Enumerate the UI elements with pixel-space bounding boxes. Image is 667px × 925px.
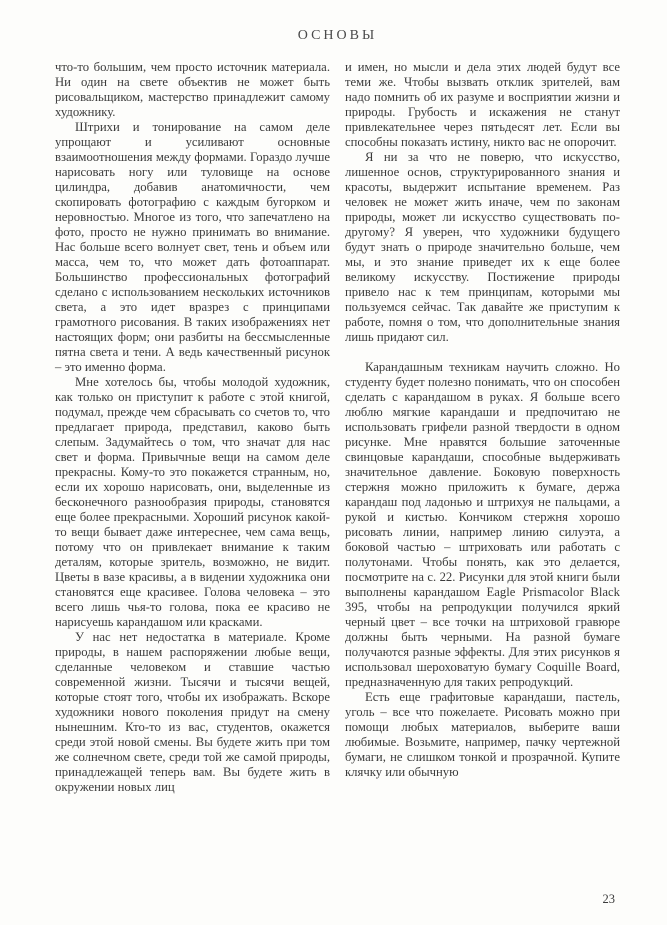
running-head: ОСНОВЫ <box>297 28 378 43</box>
paragraph: Есть еще графитовые карандаши, пастель, уголь – все что пожелаете. Рисовать можно при помощи любых материалов, выберите ваши любимые. Возьмите, например, пачку чертежной бумаги, не слишком тонкой и прозрачной. Купите клячку или обычную <box>345 690 620 779</box>
paragraph: У нас нет недостатка в материале. Кроме природы, в нашем распоряжении любые вещи, сделанные человеком и ставшие частью современной жизни. Тысячи и тысячи вещей, которые стоят того, чтобы их изображать. Вскоре художники нового поколения придут на смену нынешним. Кто-то из вас, студентов, окажется среди этой новой смены. Вы будете жить при том же солнечном свете, среди той же самой природы, принадлежащей теперь вам. Вы будете жить в окружении новых лиц <box>55 630 330 794</box>
paragraph: Я ни за что не поверю, что искусство, лишенное основ, структурированного знания и красоты, выдержит испытание временем. Раз человек не может жить иначе, чем по законам природы, может ли искусство существовать по-другому? Я уверен, что художники будущего будут знать о природе значительно больше, чем мы, и это знание приведет их к еще более великому искусству. Постижение природы привело нас к тем принципам, которыми мы пользуемся сейчас. Так давайте же приступим к работе, помня о том, что дополнительные знания лишь придают сил. <box>345 150 620 344</box>
paragraph: Мне хотелось бы, чтобы молодой художник, как только он приступит к работе с этой книгой, подумал, прежде чем сбрасывать со счетов то, что предлагает природа, представил, каково быть слепым. Задумайтесь о том, что значат для нас свет и форма. Привычные вещи на самом деле прекрасны. Кому-то это покажется странным, но, если их хорошо нарисовать, они, выделенные из бесконечного разнообразия природы, становятся еще более прекрасными. Хороший рисунок какой-то вещи бывает даже интереснее, чем сама вещь, потому что он привлекает внимание к таким деталям, которые зритель, возможно, не видит. Цветы в вазе красивы, а в видении художника они становятся еще красивее. Голова человека – это всего лишь чья-то голова, пока ее красиво не нарисуешь карандашом или красками. <box>55 375 330 629</box>
left-column <box>55 60 330 795</box>
page-number: 23 <box>602 892 615 906</box>
right-column <box>345 60 620 795</box>
text-columns <box>55 60 620 795</box>
paragraph: и имен, но мысли и дела этих людей будут все теми же. Чтобы вызвать отклик зрителей, вам надо помнить об их разуме и восприятии жизни и природы. Грубость и искажения не станут привлекательнее через пятьдесят лет. Если вы способны показать истину, никто вас не опорочит. <box>345 60 620 149</box>
paragraph: Карандашным техникам научить сложно. Но студенту будет полезно понимать, что он способен сделать с карандашом в руках. Я больше всего люблю мягкие карандаши и предпочитаю не использовать грифели разной твердости в одном рисунке. Мне нравятся большие заточенные свинцовые карандаши, способные выдерживать значительное давление. Боковую поверхность стержня можно приложить к бумаге, держа карандаш под ладонью и штрихуя не пальцами, а рукой и кистью. Кончиком стержня хорошо рисовать линии, например линию силуэта, а боковой частью – штриховать или работать с полутонами. Чтобы понять, как это делается, посмотрите на с. 22. Рисунки для этой книги были выполнены карандашом Eagle Prismacolor Black 395, чтобы на репродукции получился яркий черный цвет – все точки на штриховой гравюре должны быть черными. На разной бумаге получаются разные эффекты. Для этих рисунков я использовал шероховатую бумагу Coquille Board, предназначенную для таких репродукций. <box>345 360 620 689</box>
paragraph: что-то большим, чем просто источник материала. Ни один на свете объектив не может быть рисовальщиком, мастерство принадлежит самому художнику. <box>55 60 330 119</box>
paragraph: Штрихи и тонирование на самом деле упрощают и усиливают основные взаимоотношения между формами. Гораздо лучше нарисовать ногу или туловище на основе цилиндра, добавив анатомичности, чем скопировать фотографию с каждым бугорком и неровностью. Многое из того, что запечатлено на фото, просто не нужно принимать во внимание. Нас больше всего волнует свет, тень и объем или масса, чем то, что может дать фотоаппарат. Большинство профессиональных фотографий сделано с использованием нескольких источников света, а это идет вразрез с принципами грамотного рисования. В таких изображениях нет настоящих форм; они разбиты на бессмысленные пятна света и тени. А ведь качественный рисунок – это именно форма. <box>55 120 330 374</box>
